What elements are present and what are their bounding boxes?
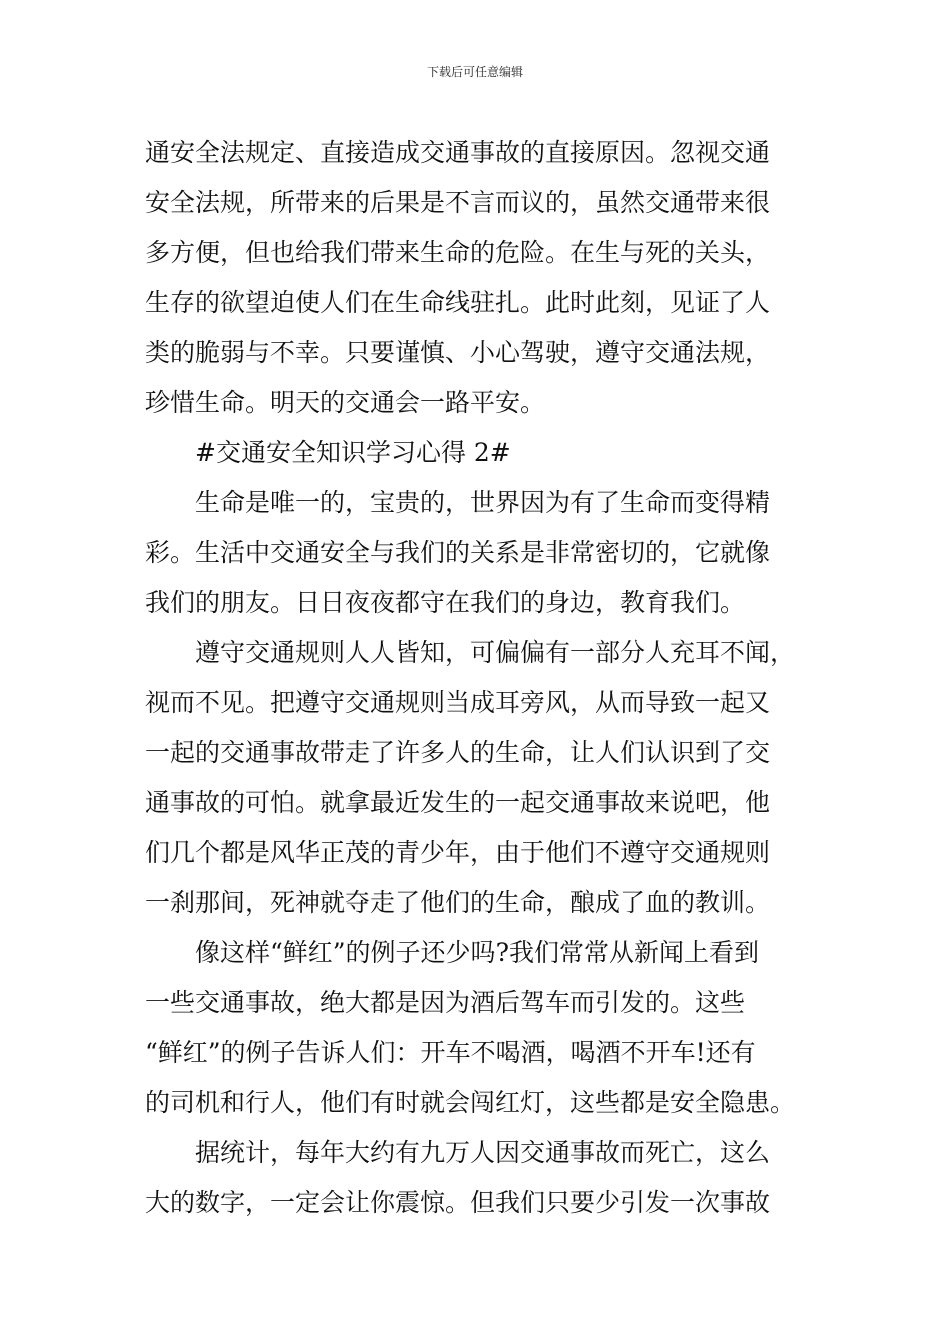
text-line: 生存的欲望迫使人们在生命线驻扎。此时此刻，见证了人 (145, 288, 771, 317)
text-line: 们几个都是风华正茂的青少年，由于他们不遵守交通规则 (145, 838, 771, 867)
text-line: 的司机和行人，他们有时就会闯红灯，这些都是安全隐患。 (145, 1088, 796, 1117)
document-body (145, 128, 807, 1228)
text-line: 一起的交通事故带走了许多人的生命，让人们认识到了交 (145, 738, 771, 767)
text-line: 彩。生活中交通安全与我们的关系是非常密切的，它就像 (145, 538, 771, 567)
text-line: 类的脆弱与不幸。只要谨慎、小心驾驶，遵守交通法规， (145, 338, 771, 367)
text-line: 珍惜生命。明天的交通会一路平安。 (145, 388, 546, 417)
text-line: 大的数字，一定会让你震惊。但我们只要少引发一次事故 (145, 1188, 771, 1217)
text-line: 通事故的可怕。就拿最近发生的一起交通事故来说吧，他 (145, 788, 771, 817)
text-line: “鲜红”的例子告诉人们：开车不喝酒，喝酒不开车!还有 (145, 1038, 756, 1067)
text-line: 一刹那间，死神就夺走了他们的生命，酿成了血的教训。 (145, 888, 771, 917)
text-line: 一些交通事故，绝大都是因为酒后驾车而引发的。这些 (145, 988, 746, 1017)
text-line: 遵守交通规则人人皆知，可偏偏有一部分人充耳不闻， (195, 638, 796, 667)
text-line: 我们的朋友。日日夜夜都守在我们的身边，教育我们。 (145, 588, 746, 617)
page-header: 下载后可任意编辑 (426, 65, 523, 79)
text-line: 像这样“鲜红”的例子还少吗?我们常常从新闻上看到 (195, 938, 759, 967)
text-line: 视而不见。把遵守交通规则当成耳旁风，从而导致一起又 (145, 688, 771, 717)
text-line: 多方便，但也给我们带来生命的危险。在生与死的关头， (145, 238, 771, 267)
text-line: 通安全法规定、直接造成交通事故的直接原因。忽视交通 (145, 138, 771, 167)
text-line: 安全法规，所带来的后果是不言而议的，虽然交通带来很 (145, 188, 771, 217)
text-line: 据统计，每年大约有九万人因交通事故而死亡，这么 (195, 1138, 771, 1167)
section-heading: #交通安全知识学习心得 2# (195, 438, 511, 467)
text-line: 生命是唯一的，宝贵的，世界因为有了生命而变得精 (195, 488, 771, 517)
